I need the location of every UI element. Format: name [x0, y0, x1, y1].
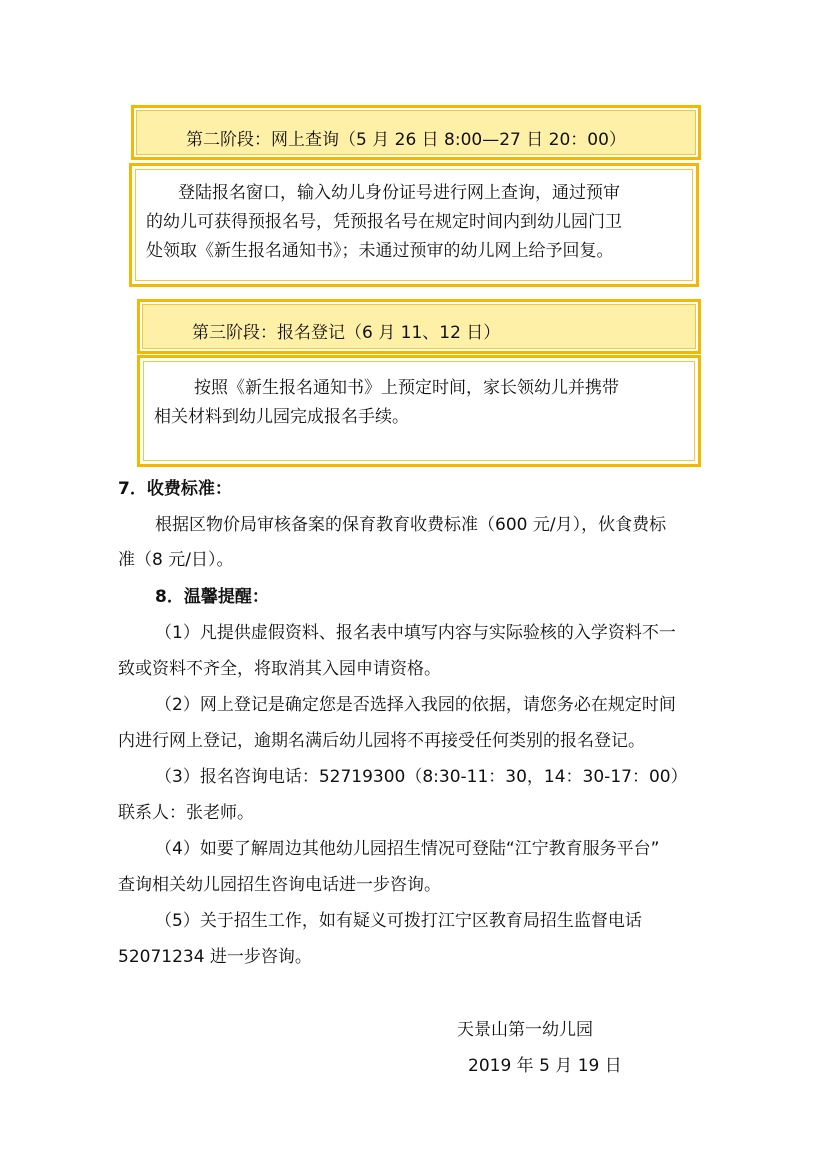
- stage3-body-line: 相关材料到幼儿园完成报名手续。: [154, 407, 409, 427]
- section7-heading: 7．收费标准：: [118, 479, 232, 499]
- stage3-body: [137, 355, 701, 467]
- reminder-item-line: 联系人：张老师。: [118, 803, 254, 823]
- reminder-item-line: 内进行网上登记，逾期名满后幼儿园将不再接受任何类别的报名登记。: [118, 731, 645, 751]
- reminder-item-line: 查询相关幼儿园招生咨询电话进一步咨询。: [118, 875, 441, 895]
- signature-date: 2019 年 5 月 19 日: [468, 1056, 622, 1076]
- stage2-body-line: 登陆报名窗口，输入幼儿身份证号进行网上查询，通过预审: [178, 183, 620, 203]
- section7-line: 根据区物价局审核备案的保育教育收费标准（600 元/月），伙食费标: [155, 515, 667, 535]
- reminder-item-line: （3）报名咨询电话：52719300（8:30-11：30，14：30-17：00）: [155, 767, 688, 787]
- stage3-body-line: 按照《新生报名通知书》上预定时间，家长领幼儿并携带: [194, 378, 619, 398]
- section7-line: 准（8 元/日）。: [118, 550, 234, 570]
- stage2-body-line: 的幼儿可获得预报名号，凭预报名号在规定时间内到幼儿园门卫: [146, 212, 622, 232]
- stage3-header: [137, 299, 701, 354]
- reminder-item-line: 致或资料不齐全，将取消其入园申请资格。: [118, 659, 441, 679]
- stage2-body: [129, 163, 699, 287]
- reminder-item-line: （2）网上登记是确定您是否选择入我园的依据，请您务必在规定时间: [155, 695, 676, 715]
- reminder-item-line: （5）关于招生工作，如有疑义可拨打江宁区教育局招生监督电话: [155, 911, 642, 931]
- stage2-body-line: 处领取《新生报名通知书》；未通过预审的幼儿网上给予回复。: [146, 241, 614, 261]
- reminder-item-line: （1）凡提供虚假资料、报名表中填写内容与实际验核的入学资料不一: [155, 623, 676, 643]
- reminder-item-line: （4）如要了解周边其他幼儿园招生情况可登陆“江宁教育服务平台”: [155, 839, 660, 859]
- section8-heading: 8．温馨提醒：: [155, 587, 269, 607]
- stage2-header-text: 第二阶段：网上查询（5 月 26 日 8:00—27 日 20：00）: [186, 130, 626, 150]
- stage2-header: [131, 105, 701, 160]
- reminder-item-line: 52071234 进一步咨询。: [118, 947, 312, 967]
- signature-org: 天景山第一幼儿园: [457, 1020, 593, 1040]
- stage3-header-text: 第三阶段：报名登记（6 月 11、12 日）: [192, 323, 501, 343]
